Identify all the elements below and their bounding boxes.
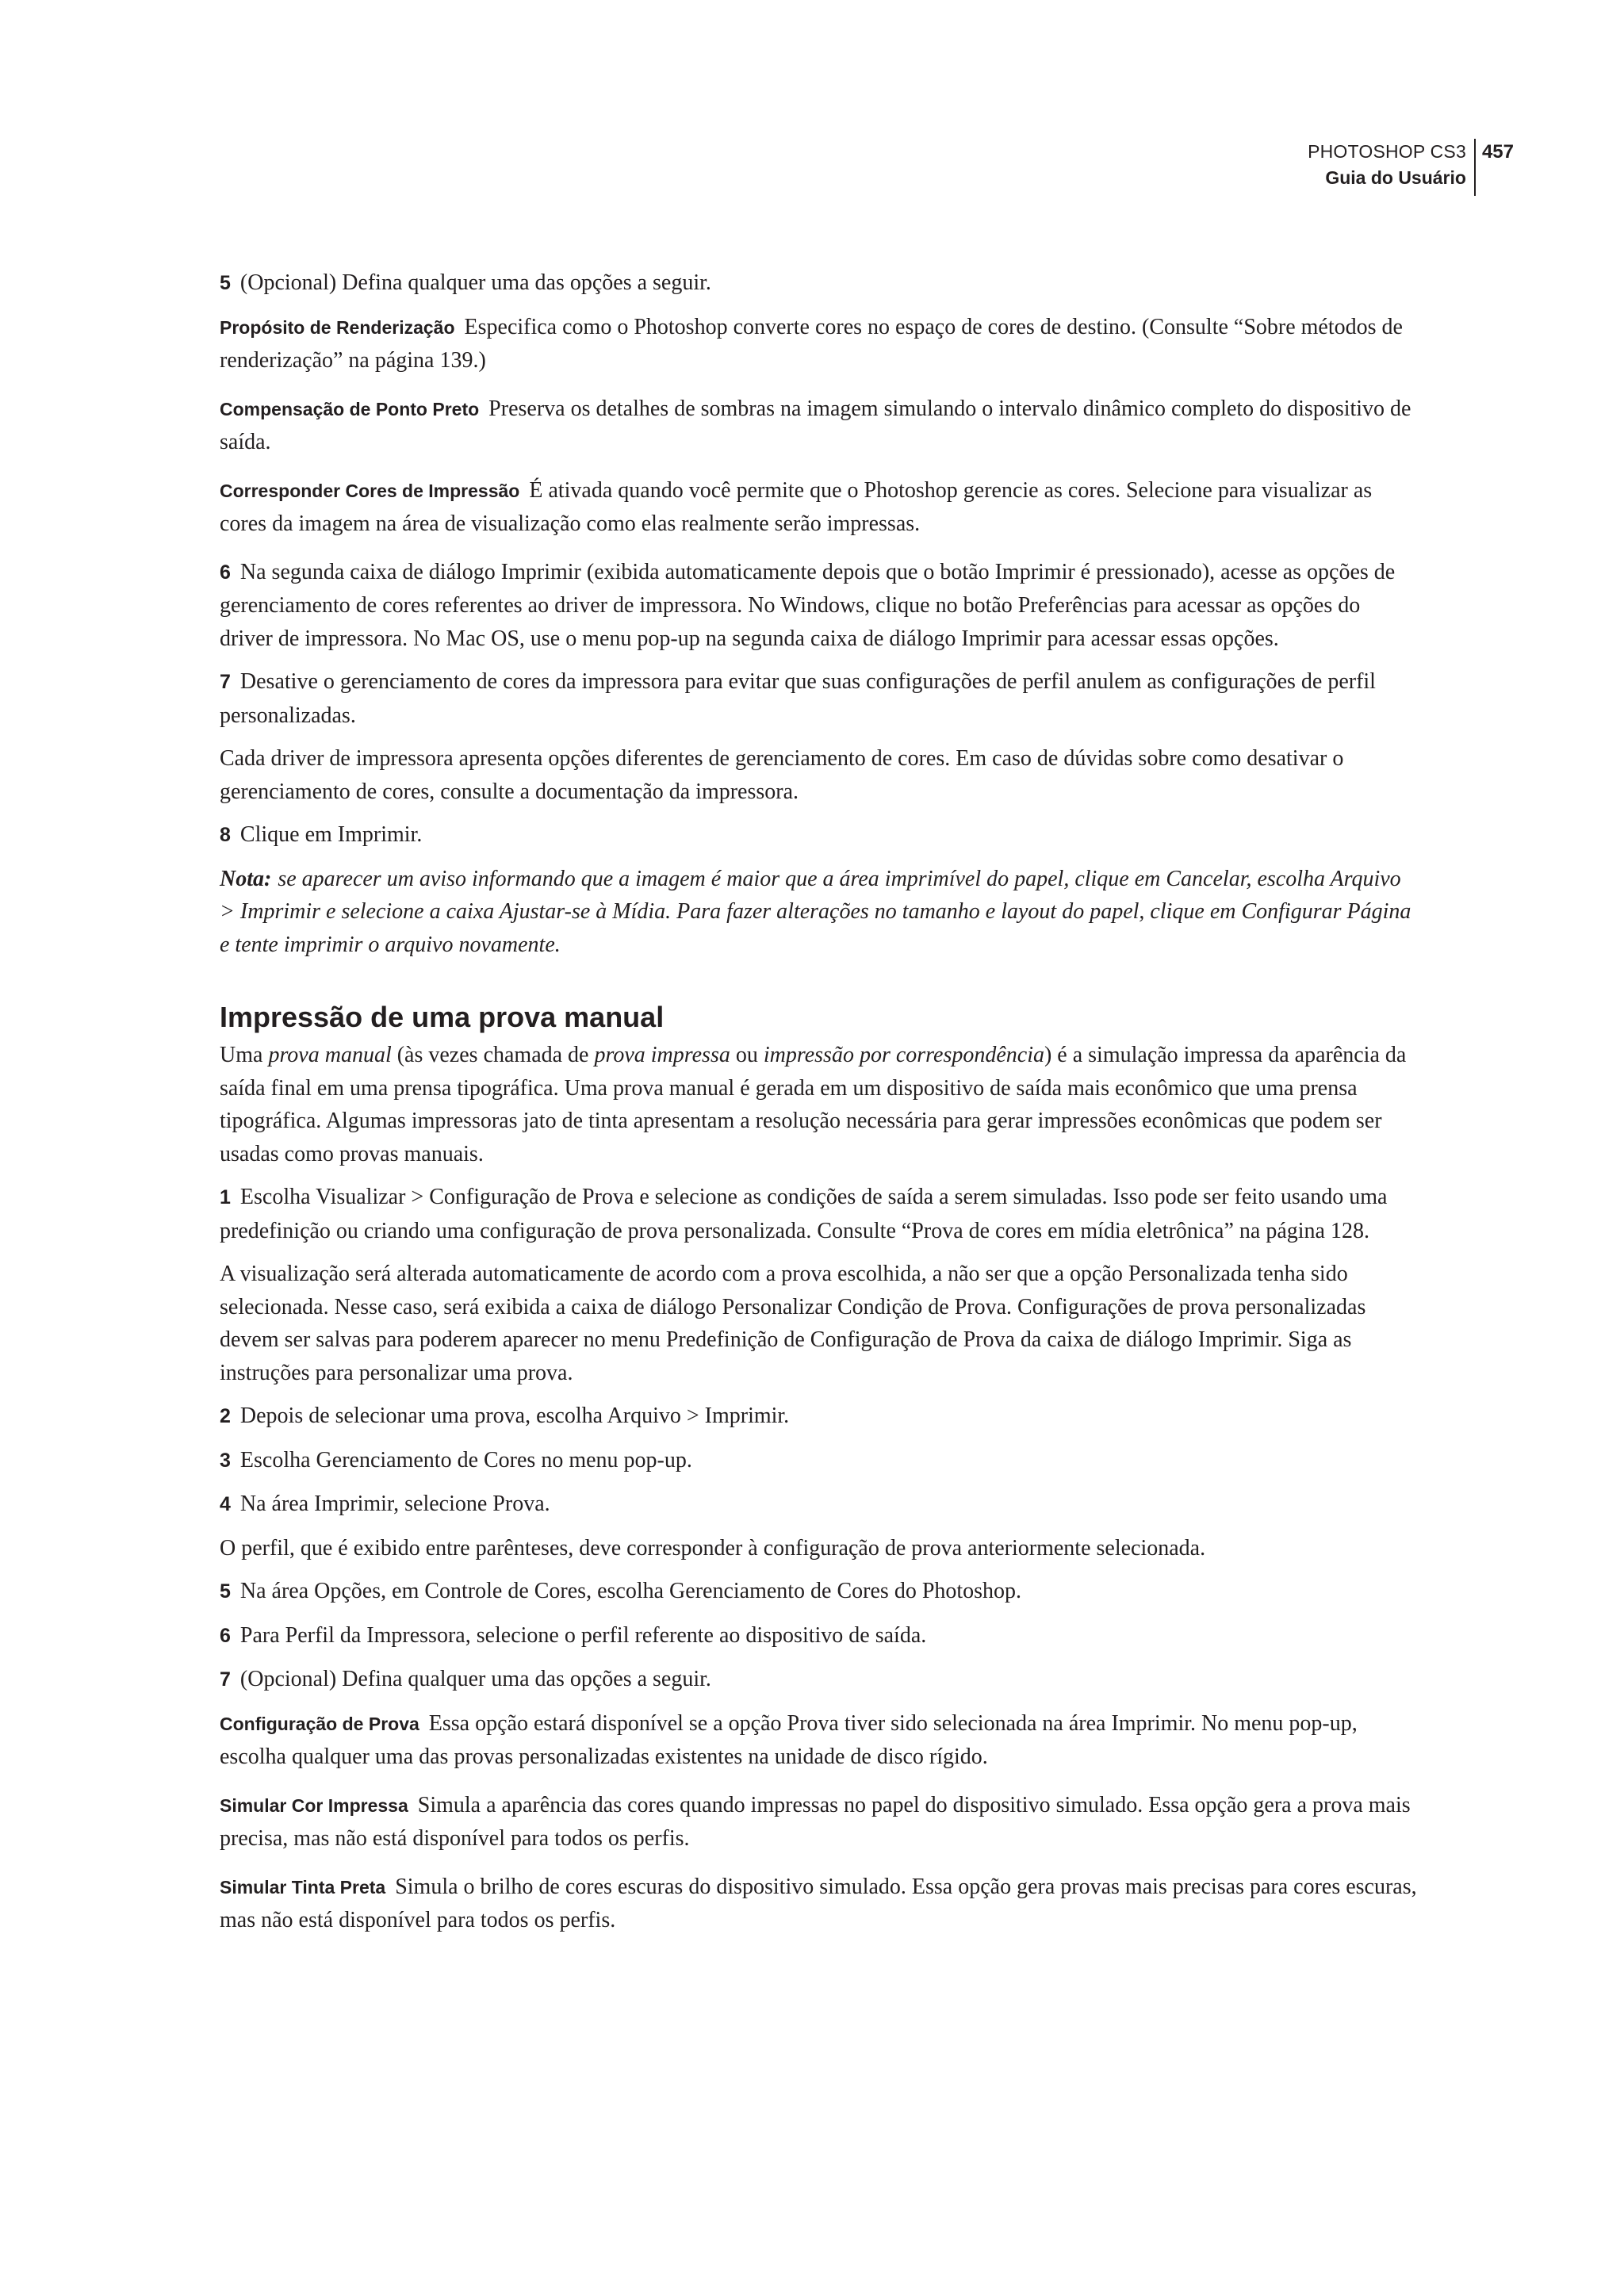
intro-text: Uma [220, 1043, 269, 1067]
paragraph-profile: O perfil, que é exibido entre parênteses, deve corresponder à configuração de prova anteriormente selecionada. [220, 1535, 1206, 1561]
definition-term: Corresponder Cores de Impressão [220, 480, 520, 501]
definition-text: Especifica como o Photoshop converte cores no espaço de cores de destino. (Consulte “Sobre métodos de renderização” na página 139.) [220, 314, 1403, 373]
step-6-print-dialog [220, 556, 1417, 656]
step-number: 7 [220, 1668, 231, 1691]
definition-simulate-paper-color [220, 1789, 1417, 1855]
intro-term-emphasis: prova impressa [594, 1043, 730, 1067]
note-label: Nota: [220, 866, 272, 891]
paragraph-preview-change: A visualização será alterada automaticamente de acordo com a prova escolhida, a não ser que a opção Personalizada tenha sido selecionada. Nesse caso, será exibida a caixa de diálogo Personalizar Condição de Prova. Configurações de prova personalizadas devem ser salvas para poderem aparecer no menu Predefinição de Configuração de Prova da caixa de diálogo Imprimir. Siga as instruções para personalizar uma prova. [220, 1262, 1366, 1385]
section-heading: Impressão de uma prova manual [220, 1001, 665, 1033]
paragraph-printer-driver: Cada driver de impressora apresenta opções diferentes de gerenciamento de cores. Em caso de dúvidas sobre como desativar o gerenciamento de cores, consulte a documentação da impressora. [220, 746, 1344, 804]
definition-text: Simula a aparência das cores quando impressas no papel do dispositivo simulado. Essa opção gera a prova mais precisa, mas não está disponível para todos os perfis. [220, 1792, 1411, 1851]
step-text: Na área Imprimir, selecione Prova. [239, 1492, 550, 1516]
running-header [1308, 139, 1514, 196]
step-text: (Opcional) Defina qualquer uma das opções a seguir. [239, 270, 711, 295]
step-number: 6 [220, 1624, 231, 1647]
paragraph-hard-proof-intro [220, 1039, 1417, 1170]
definition-text: Essa opção estará disponível se a opção Prova tiver sido selecionada na área Imprimir. No menu pop-up, escolha qualquer uma das provas personalizadas existentes na unidade de disco rígido. [220, 1710, 1358, 1769]
step-1-proof-setup [220, 1181, 1417, 1247]
intro-term-emphasis: impressão por correspondência [763, 1043, 1044, 1067]
step-number: 5 [220, 272, 231, 294]
step-text: Escolha Gerenciamento de Cores no menu pop-up. [239, 1447, 692, 1473]
step-number: 3 [220, 1449, 231, 1472]
definition-rendering-intent [220, 311, 1417, 377]
step-number: 5 [220, 1580, 231, 1603]
step-text: Na segunda caixa de diálogo Imprimir (exibida automaticamente depois que o botão Imprimir é pressionado), acesse as opções de gerenciamento de cores referentes ao driver de impressora. No Windows, clique no botão Preferências para acessar as opções do driver de impressora. No Mac OS, use o menu pop-up na segunda caixa de diálogo Imprimir para acessar essas opções. [220, 559, 1396, 651]
definition-proof-setup [220, 1707, 1417, 1774]
note-text: se aparecer um aviso informando que a imagem é maior que a área imprimível do papel, clique em Cancelar, escolha Arquivo > Imprimir e selecione a caixa Ajustar-se à Mídia. Para fazer alterações no tamanho e layout do papel, clique em Configurar Página e tente imprimir o arquivo novamente. [220, 866, 1411, 957]
step-number: 6 [220, 561, 231, 584]
step-number: 7 [220, 671, 231, 693]
definition-match-print-colors [220, 474, 1417, 541]
step-text: Para Perfil da Impressora, selecione o perfil referente ao dispositivo de saída. [239, 1622, 927, 1648]
step-number: 4 [220, 1493, 231, 1515]
step-4-select-proof [220, 1488, 1417, 1522]
header-title: PHOTOSHOP CS3 [1308, 141, 1466, 162]
step-number: 1 [220, 1186, 231, 1208]
note-paragraph [220, 863, 1417, 962]
step-7-optional-options [220, 1663, 1417, 1697]
step-text: Desative o gerenciamento de cores da impressora para evitar que suas configurações de perfil anulem as configurações de perfil personalizadas. [220, 669, 1376, 728]
definition-term: Compensação de Ponto Preto [220, 398, 480, 419]
step-5-options [220, 266, 1417, 301]
definition-term: Configuração de Prova [220, 1713, 419, 1734]
intro-text: ) é a simulação impressa da aparência da saída final em uma prensa tipográfica. Uma prova manual é gerada em um dispositivo de saída mais econômico que uma prensa tipográfica. Algumas impressoras jato de tinta apresentam a resolução necessária para gerar impressões econômicas que podem ser usadas como provas manuais. [220, 1043, 1407, 1166]
header-subtitle: Guia do Usuário [1325, 167, 1466, 188]
step-3-color-management [220, 1444, 1417, 1478]
step-text: Escolha Visualizar > Configuração de Prova e selecione as condições de saída a serem simuladas. Isso pode ser feito usando uma predefinição ou criando uma configuração de prova personalizada. Consulte “Prova de cores em mídia eletrônica” na página 128. [220, 1185, 1388, 1243]
definition-black-point [220, 393, 1417, 459]
page-body [220, 266, 1417, 1952]
step-text: Clique em Imprimir. [239, 822, 423, 847]
step-text: Na área Opções, em Controle de Cores, escolha Gerenciamento de Cores do Photoshop. [239, 1579, 1022, 1603]
definition-term: Simular Tinta Preta [220, 1876, 386, 1898]
step-6-printer-profile [220, 1619, 1417, 1653]
header-text-block [1308, 139, 1474, 191]
intro-term-emphasis: prova manual [268, 1043, 392, 1067]
step-7-disable-color-management [220, 665, 1417, 732]
step-text: Depois de selecionar uma prova, escolha Arquivo > Imprimir. [239, 1404, 790, 1428]
definition-text: Simula o brilho de cores escuras do dispositivo simulado. Essa opção gera provas mais precisas para cores escuras, mas não está disponível para todos os perfis. [220, 1874, 1417, 1932]
page-number: 457 [1481, 141, 1514, 163]
intro-text: ou [730, 1043, 764, 1067]
step-number: 2 [220, 1405, 231, 1427]
definition-text: Preserva os detalhes de sombras na imagem simulando o intervalo dinâmico completo do dispositivo de saída. [220, 396, 1411, 454]
definition-text: É ativada quando você permite que o Photoshop gerencie as cores. Selecione para visualizar as cores da imagem na área de visualização como elas realmente serão impressas. [220, 477, 1373, 536]
definition-term: Propósito de Renderização [220, 316, 455, 338]
step-5-photoshop-manages [220, 1575, 1417, 1609]
definition-simulate-black-ink [220, 1871, 1417, 1937]
step-2-file-print [220, 1400, 1417, 1434]
intro-text: (às vezes chamada de [391, 1043, 595, 1067]
step-number: 8 [220, 824, 231, 846]
definition-term: Simular Cor Impressa [220, 1794, 408, 1816]
step-text: (Opcional) Defina qualquer uma das opções a seguir. [239, 1667, 711, 1691]
step-8-click-print [220, 818, 1417, 852]
